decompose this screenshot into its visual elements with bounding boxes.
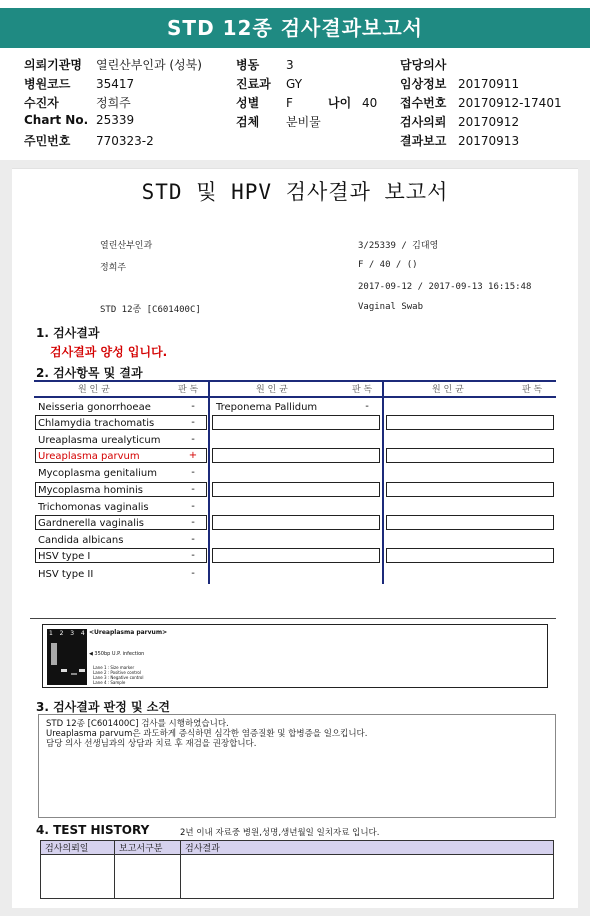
info-key: 결과보고 (400, 134, 447, 148)
history-cell (41, 855, 115, 899)
info-value: 20170911 (458, 77, 520, 91)
info-value: 분비물 (286, 115, 321, 129)
empty-row-box (212, 415, 380, 430)
info-value: 열린산부인과 (성북) (96, 58, 202, 72)
section1-result: 검사결과 양성 입니다. (50, 345, 168, 359)
info-key: 수진자 (24, 96, 59, 110)
section3-title: 3. 검사결과 판정 및 소견 (36, 700, 170, 714)
findings-line: Ureaplasma parvum은 과도하게 증식하면 심각한 염증질환 및 합병증을 일으킵니다. (46, 729, 368, 739)
history-col-header: 검사의뢰일 (41, 841, 115, 855)
test-item-result: - (191, 568, 195, 579)
report-sex-age: F / 40 / () (358, 260, 418, 270)
test-item-name: Candida albicans (38, 535, 124, 546)
findings-line: 담당 의사 선생님과의 상담과 치료 후 재검을 권장합니다. (46, 739, 257, 749)
info-key: 의뢰기관명 (24, 58, 82, 72)
info-value-age: 40 (362, 96, 378, 110)
gel-band (79, 669, 85, 672)
info-col3 (400, 56, 562, 151)
test-item-result: - (191, 467, 195, 478)
test-item-name: Neisseria gonorrhoeae (38, 402, 151, 413)
gel-band-label: ◀ 350bp U.P. infection (89, 651, 145, 657)
test-item-name: Mycoplasma hominis (38, 485, 143, 496)
info-value: 35417 (96, 77, 135, 91)
info-value: 정희주 (96, 96, 131, 110)
report-specimen: Vaginal Swab (358, 302, 424, 312)
info-key: 주민번호 (24, 134, 71, 148)
gel-legend-item: Lane 4 : Sample (93, 680, 126, 685)
info-key: 검체 (236, 115, 260, 129)
test-item-name: Chlamydia trachomatis (38, 418, 155, 429)
test-item-result: - (365, 401, 369, 412)
test-item-result: - (191, 534, 195, 545)
test-item-name: Ureaplasma urealyticum (38, 435, 161, 446)
test-item-name: HSV type II (38, 569, 94, 580)
test-item-result: - (191, 434, 195, 445)
gel-lane-marker (51, 643, 57, 665)
test-item-result: - (191, 401, 195, 412)
col-header: 원 인 균 (432, 385, 464, 395)
test-item-result-positive: + (188, 450, 198, 461)
test-item-name: Trichomonas vaginalis (38, 502, 149, 513)
history-col-header: 보고서구분 (115, 841, 181, 855)
test-item-result: - (191, 517, 195, 528)
history-col-header: 검사결과 (181, 841, 554, 855)
report-chart-doctor: 3/25339 / 김대영 (358, 241, 439, 251)
info-key: 임상정보 (400, 77, 447, 91)
gel-legend-item: Lane 1 : Size marker (93, 665, 135, 670)
history-cell (115, 855, 181, 899)
info-key: 성별 (236, 96, 260, 110)
info-col1 (24, 56, 202, 151)
test-item-name: Gardnerella vaginalis (38, 518, 144, 529)
test-item-name-positive: Ureaplasma parvum (38, 451, 140, 462)
test-item-name: Treponema Pallidum (216, 402, 318, 413)
empty-row-box (386, 448, 554, 463)
gel-lane-numbers: 1 2 3 4 (49, 630, 86, 637)
empty-row-box (212, 548, 380, 563)
column-divider (208, 380, 210, 584)
empty-row-box (386, 415, 554, 430)
empty-row-box (386, 482, 554, 497)
info-value: 3 (286, 58, 294, 72)
col-header: 판 독 (352, 385, 373, 395)
empty-row-box (212, 482, 380, 497)
info-value: 25339 (96, 113, 135, 127)
info-value: GY (286, 77, 303, 91)
test-item-result: - (191, 484, 195, 495)
info-key: 접수번호 (400, 96, 447, 110)
info-value: F (286, 96, 293, 110)
info-key: Chart No. (24, 113, 89, 127)
col-header: 원 인 균 (78, 385, 110, 395)
info-value: 20170912-17401 (458, 96, 562, 110)
gel-image (47, 629, 87, 685)
info-key: 검사의뢰 (400, 115, 447, 129)
report-header-title: STD 12종 검사결과보고서 (0, 8, 590, 48)
empty-row-box (386, 515, 554, 530)
gel-legend (93, 665, 143, 685)
info-value: 770323-2 (96, 134, 154, 148)
findings-line: STD 12종 [C601400C] 검사를 시행하였습니다. (46, 719, 229, 729)
report-test-code: STD 12종 [C601400C] (100, 305, 201, 315)
test-item-name: HSV type I (38, 551, 91, 562)
report-dates: 2017-09-12 / 2017-09-13 16:15:48 (358, 282, 532, 292)
history-note: 2년 이내 자료중 병원,성명,생년월일 일치자료 입니다. (180, 828, 380, 838)
col-header: 원 인 균 (256, 385, 288, 395)
test-item-result: - (191, 501, 195, 512)
table-top-rule (34, 380, 556, 382)
gel-legend-item: Lane 3 : Negative control (93, 675, 144, 680)
info-key: 병동 (236, 58, 260, 72)
history-cell (181, 855, 554, 899)
info-value: 20170913 (458, 134, 520, 148)
section2-title: 2. 검사항목 및 결과 (36, 366, 143, 380)
empty-row-box (212, 515, 380, 530)
divider (30, 618, 556, 619)
info-key: 담당의사 (400, 58, 447, 72)
test-item-result: - (191, 550, 195, 561)
col-header: 판 독 (522, 385, 543, 395)
section4-title: 4. TEST HISTORY (36, 823, 150, 837)
findings-box (38, 714, 556, 818)
report-title: STD 및 HPV 검사결과 보고서 (141, 180, 449, 204)
report-hospital: 열린산부인과 (100, 241, 153, 251)
info-value: 20170912 (458, 115, 520, 129)
gel-band (61, 669, 67, 672)
info-key-age: 나이 (328, 96, 352, 110)
empty-row-box (386, 548, 554, 563)
test-item-result: - (191, 417, 195, 428)
info-key: 진료과 (236, 77, 271, 91)
empty-row-box (212, 448, 380, 463)
test-item-name: Mycoplasma genitalium (38, 468, 157, 479)
gel-electrophoresis-panel (42, 624, 548, 688)
info-col2 (236, 56, 377, 132)
gel-band (71, 673, 77, 675)
info-key: 병원코드 (24, 77, 71, 91)
column-divider (382, 380, 384, 584)
gel-title: <Ureaplasma parvum> (89, 629, 168, 636)
gel-legend-item: Lane 2 : Positive control (93, 670, 141, 675)
section1-title: 1. 검사결과 (36, 326, 100, 340)
report-patient: 정희주 (100, 263, 127, 273)
history-table (40, 840, 554, 899)
col-header: 판 독 (178, 385, 199, 395)
table-head-rule (34, 396, 556, 398)
